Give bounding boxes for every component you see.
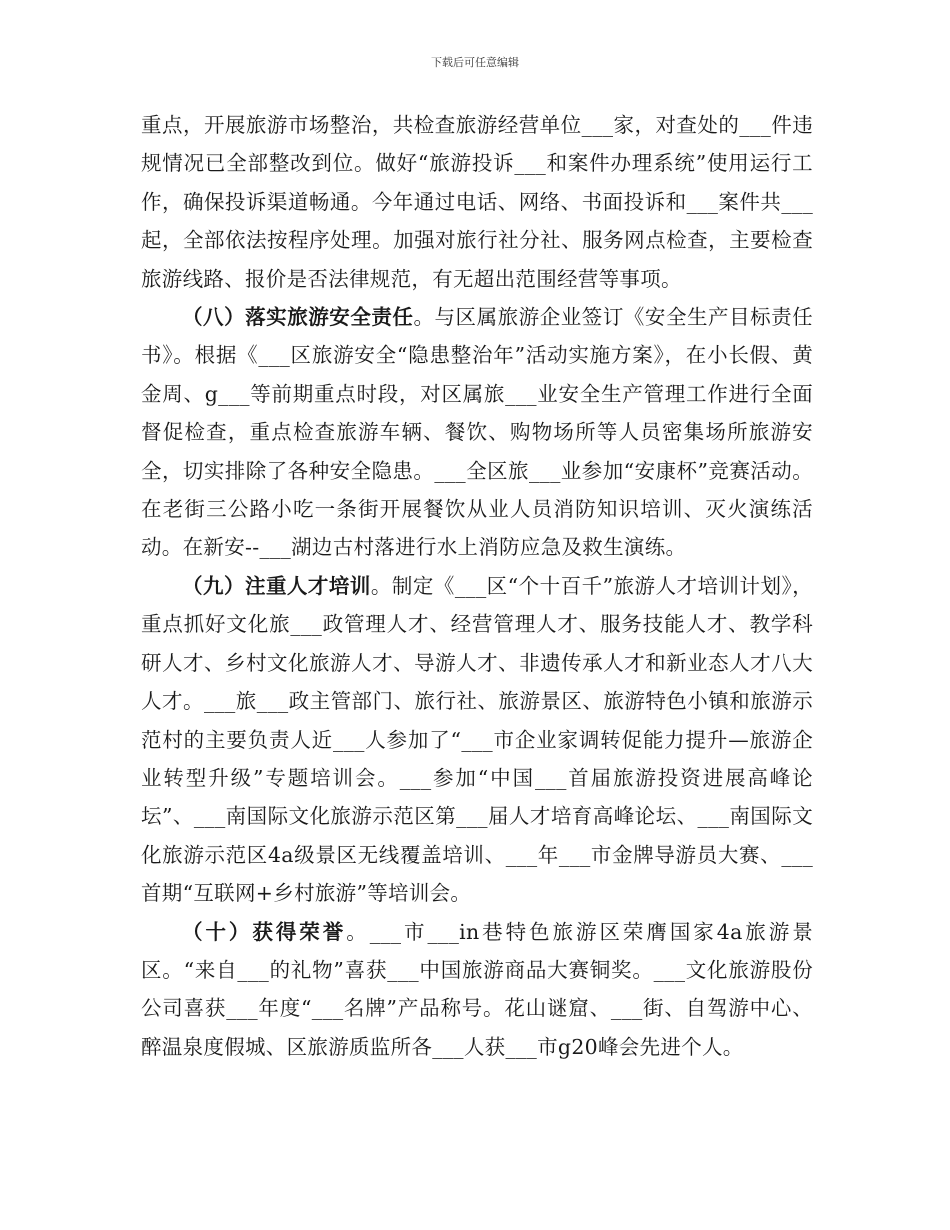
- paragraph-market-regulation: [141, 106, 813, 298]
- paragraph-text: 。制定《___区“个十百千”旅游人才培训计划》，重点抓好文化旅___政管理人才、经营管理人才、服务技能人才、教学科研人才、乡村文化旅游人才、导游人才、非遗传承人才和新业态人才八大人才。___旅___政主管部门、旅行社、旅游景区、旅游特色小镇和旅游示范村的主要负责人近___人参加了“___市企业家调转促能力提升—旅游企业转型升级”专题培训会。___参加“中国___首届旅游投资进展高峰论坛”、___南国际文化旅游示范区第___届人才培育高峰论坛、___南国际文化旅游示范区4a级景区无线覆盖培训、___年___市金牌导游员大赛、___首期“互联网+乡村旅游”等培训会。: [141, 573, 813, 906]
- section-heading-safety: （八）落实旅游安全责任: [182, 305, 414, 330]
- paragraph-safety: [141, 298, 813, 567]
- page-header: 下载后可任意编辑: [431, 56, 519, 69]
- paragraph-text: 。___市___in巷特色旅游区荣膺国家4a旅游景区。“来自___的礼物”喜获___中国旅游商品大赛铜奖。___文化旅游股份公司喜获___年度“___名牌”产品称号。花山谜窟、___街、自驾游中心、醉温泉度假城、区旅游质监所各___人获___市g20峰会先进个人。: [141, 919, 813, 1059]
- paragraph-training: [141, 567, 813, 913]
- section-heading-honors: （十）获得荣誉: [182, 919, 347, 944]
- paragraph-text: 。与区属旅游企业签订《安全生产目标责任书》。根据《___区旅游安全“隐患整治年”活动实施方案》，在小长假、黄金周、g___等前期重点时段，对区属旅___业安全生产管理工作进行全面督促检查，重点检查旅游车辆、餐饮、购物场所等人员密集场所旅游安全，切实排除了各种安全隐患。___全区旅___业参加“安康杯”竞赛活动。在老街三公路小吃一条街开展餐饮从业人员消防知识培训、灭火演练活动。在新安--___湖边古村落进行水上消防应急及救生演练。: [141, 305, 813, 560]
- paragraph-honors: [141, 913, 813, 1067]
- paragraph-text: 重点，开展旅游市场整治，共检查旅游经营单位___家，对查处的___件违规情况已全部整改到位。做好“旅游投诉___和案件办理系统”使用运行工作，确保投诉渠道畅通。今年通过电话、网络、书面投诉和___案件共___起，全部依法按程序处理。加强对旅行社分社、服务网点检查，主要检查旅游线路、报价是否法律规范，有无超出范围经营等事项。: [141, 113, 813, 291]
- section-heading-training: （九）注重人才培训: [182, 573, 371, 598]
- document-body: [141, 106, 813, 1066]
